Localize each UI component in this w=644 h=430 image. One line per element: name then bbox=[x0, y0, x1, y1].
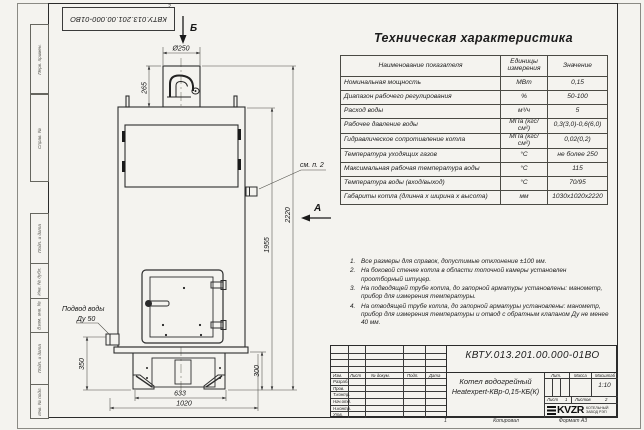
spec-row bbox=[341, 77, 608, 91]
note-item bbox=[350, 258, 610, 266]
margin-label: Инв. № подл. bbox=[37, 387, 43, 416]
company-name-line1: КОТЕЛЬНЫЙ bbox=[585, 405, 609, 410]
spec-row bbox=[341, 176, 608, 190]
base-bolts bbox=[146, 367, 221, 379]
view-arrow-side bbox=[301, 203, 331, 222]
margin-label: Инв. № дубл. bbox=[37, 266, 43, 296]
margin-cell-inv-dubl bbox=[30, 263, 49, 299]
scale-label: Масштаб bbox=[595, 372, 616, 378]
spec-value: 0,15 bbox=[548, 77, 608, 91]
col-header-name: Наименование показателя bbox=[341, 56, 501, 77]
ash-door bbox=[175, 360, 191, 384]
see-note-callout: см. п. 2 bbox=[300, 162, 324, 169]
spec-value: 0,02(0,2) bbox=[548, 133, 608, 148]
spec-name: Диапазон рабочего регулирования bbox=[341, 91, 501, 105]
spec-units: % bbox=[501, 91, 548, 105]
company-logo bbox=[545, 403, 617, 417]
spec-name: Габариты котла (длинна х ширина х высота) bbox=[341, 190, 501, 204]
margin-cell-inv-podl bbox=[30, 384, 49, 419]
spec-row bbox=[341, 148, 608, 162]
spec-value: не более 250 bbox=[548, 148, 608, 162]
dim-inlet-height: 350 bbox=[79, 358, 86, 370]
row-tkontr: Т.контр. bbox=[333, 392, 351, 398]
col-header-units: Единицы измерения bbox=[501, 56, 548, 77]
row-nachotd: Нач.отд. bbox=[333, 398, 352, 404]
lifting-pin-left bbox=[126, 96, 129, 107]
spec-units: °С bbox=[501, 176, 548, 190]
spec-units: м³/ч bbox=[501, 105, 548, 119]
copied-label: Копировал bbox=[493, 418, 519, 424]
note-number: 3. bbox=[350, 284, 356, 292]
sheet-label: Лист bbox=[547, 397, 559, 402]
view-label-a: А bbox=[314, 203, 322, 214]
note-text: На боковой стенке котла в области топочной камеры установлен проотборный штуцер. bbox=[361, 267, 567, 283]
spec-header-row bbox=[341, 56, 608, 77]
company-name-line2: ЗАВОД РЭП bbox=[585, 410, 607, 414]
mass-label: Масса bbox=[574, 372, 587, 378]
spec-row bbox=[341, 91, 608, 105]
title-block bbox=[330, 345, 617, 417]
spec-row bbox=[341, 119, 608, 134]
format-label: Формат А3 bbox=[558, 418, 588, 424]
spec-table bbox=[340, 55, 608, 205]
view-arrow-top bbox=[180, 16, 198, 44]
col-docnum: № докум. bbox=[371, 372, 390, 378]
spec-name: Максимальная рабочая температура воды bbox=[341, 162, 501, 176]
note-item bbox=[350, 285, 610, 302]
spec-value: 115 bbox=[548, 162, 608, 176]
product-name-line2: Heatexpert-КВр-0,15-КБ(К) bbox=[451, 387, 540, 396]
inlet-leader bbox=[76, 323, 110, 335]
note-text: Все размеры для справок, допустимые отклонение ±100 мм. bbox=[361, 258, 547, 265]
water-inlet-label: Подвод воды bbox=[62, 306, 105, 313]
product-name-line1: Котел водогрейный bbox=[459, 377, 532, 386]
note-text: На отводящей трубе котла, до запорной арматуры установлены: манометр, прибор для измерения температуры и отвод с обратным клапаном Ду не менее 40 мм. bbox=[361, 302, 609, 327]
note-item bbox=[350, 267, 610, 284]
row-utv: Утв. bbox=[333, 412, 343, 418]
boiler-outline bbox=[118, 66, 245, 347]
spec-units: °С bbox=[501, 148, 548, 162]
note-number: 4. bbox=[350, 302, 356, 310]
spec-value: 0,3(3,0)-0,6(6,0) bbox=[548, 119, 608, 134]
margin-label: Взам. инв. № bbox=[37, 301, 43, 330]
spec-name: Температура воды (вход/выход) bbox=[341, 176, 501, 190]
margin-cell-vzam-inv bbox=[30, 298, 49, 333]
spec-value: 5 bbox=[548, 105, 608, 119]
doc-number: КВТУ.013.201.00.000-01ВО bbox=[465, 350, 600, 361]
chimney bbox=[163, 66, 200, 107]
dim-base-width: 633 bbox=[174, 390, 186, 398]
sampling-fitting bbox=[246, 187, 257, 196]
dim-total-height: 2220 bbox=[285, 207, 292, 223]
spec-name: Рабочее давление воды bbox=[341, 119, 501, 134]
row-razrab: Разраб. bbox=[333, 379, 349, 384]
zone-mark-bottom: 1 bbox=[444, 418, 447, 424]
col-header-value: Значение bbox=[548, 56, 608, 77]
logo-bars-icon bbox=[547, 406, 556, 415]
note-number: 2. bbox=[350, 267, 356, 275]
company-name bbox=[586, 406, 609, 414]
note-number: 1. bbox=[350, 258, 356, 265]
spec-units: МВт bbox=[501, 77, 548, 91]
col-podp: Подп. bbox=[407, 372, 419, 378]
margin-label: Подп. и дата bbox=[37, 224, 43, 253]
lit-label: Лит. bbox=[551, 372, 562, 378]
spec-value: 50-100 bbox=[548, 91, 608, 105]
spec-value: 70/95 bbox=[548, 176, 608, 190]
dim-body-height: 1955 bbox=[264, 237, 271, 253]
note-item bbox=[350, 303, 610, 328]
spec-row bbox=[341, 190, 608, 204]
col-data: Дата bbox=[429, 372, 441, 378]
margin-cell-podp-data-1 bbox=[30, 213, 49, 264]
water-inlet-dn: Ду 50 bbox=[77, 316, 96, 323]
sheet-value: 1 bbox=[565, 397, 568, 402]
stamp-doc-number: КВТУ.013.201.00.000-01ВО bbox=[70, 14, 167, 24]
spec-name: Гидравлическое сопротивление котла bbox=[341, 133, 501, 148]
row-nkontr: Н.контр. bbox=[333, 405, 352, 411]
spec-row bbox=[341, 133, 608, 148]
margin-label: Справ. № bbox=[37, 127, 43, 149]
dim-base-height: 300 bbox=[254, 365, 261, 377]
spec-units: мм bbox=[501, 190, 548, 204]
dim-chimney-height: 265 bbox=[141, 82, 149, 94]
spec-row bbox=[341, 162, 608, 176]
sheets-label: Листов bbox=[575, 397, 591, 402]
spec-name: Номинальная мощность bbox=[341, 77, 501, 91]
spec-name: Расход воды bbox=[341, 105, 501, 119]
dim-chimney-diameter: Ø250 bbox=[172, 45, 190, 53]
lifting-pin-right bbox=[234, 96, 237, 107]
spec-units: МПа (кгс/см²) bbox=[501, 133, 548, 148]
spec-name: Температура уходящих газов bbox=[341, 148, 501, 162]
view-label-b: Б bbox=[190, 23, 198, 34]
row-prov: Пров. bbox=[333, 385, 345, 391]
logo-wordmark: KVZR bbox=[557, 404, 584, 416]
boiler-general-view bbox=[48, 3, 345, 417]
boiler-body bbox=[118, 107, 245, 347]
spec-value: 1030х1020х2220 bbox=[548, 190, 608, 204]
margin-label: Перв. примен. bbox=[37, 43, 43, 75]
note-text: На подводящей трубе котла, до запорной арматуры установлены: манометр, прибор для измерения температуры. bbox=[361, 284, 603, 301]
col-izm: Изм. bbox=[333, 372, 343, 378]
margin-cell-sprav-no bbox=[30, 94, 49, 182]
spec-row bbox=[341, 105, 608, 119]
spec-table-title: Техническая характеристика bbox=[373, 31, 574, 45]
spec-units: °С bbox=[501, 162, 548, 176]
margin-cell-podp-data-2 bbox=[30, 332, 49, 385]
see-note-leader bbox=[259, 170, 326, 189]
notes-list bbox=[350, 258, 610, 329]
water-inlet-stub bbox=[106, 334, 119, 345]
sheets-value: 2 bbox=[605, 397, 608, 402]
door-handle-boss bbox=[145, 300, 152, 307]
margin-cell-perv-primen bbox=[30, 24, 49, 94]
spec-units: МПа (кгс/см²) bbox=[501, 119, 548, 134]
scale-value: 1:10 bbox=[598, 382, 611, 389]
dim-overall-width: 1020 bbox=[176, 400, 192, 408]
zone-mark-top: 2 bbox=[168, 4, 171, 10]
draft-elbow bbox=[167, 76, 199, 98]
col-list: Лист bbox=[350, 372, 362, 378]
margin-label: Подп. и дата bbox=[37, 344, 43, 373]
